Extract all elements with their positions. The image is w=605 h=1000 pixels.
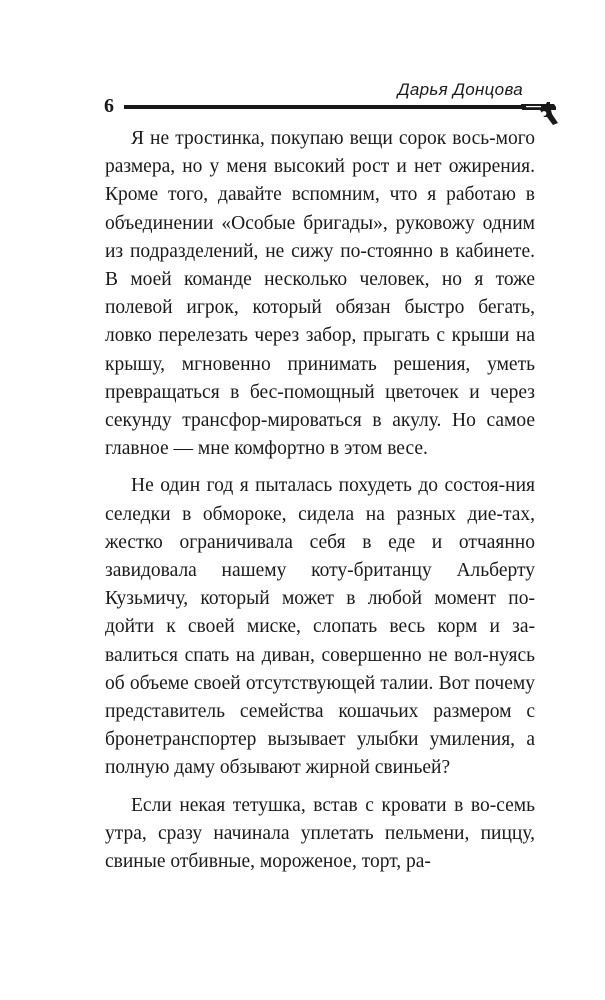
paragraph-2: Не один год я пыталась похудеть до состоя-ния селедки в обмороке, сидела на разных дие-тах, жестко ограничивала себя в еде и отчаянно завидовала нашему коту-британцу Альберту Кузьмичу, который может в любой момент по-дойти к своей миске, слопать весь корм и за-валиться спать на диван, совершенно не вол-нуясь об объеме своей отсутствующей талии. Вот почему представитель семейства кошачьих размером с бронетранспортер вызывает улыбки умиления, а полную даму обзывают жирной свиньей?: [105, 475, 535, 779]
page-header: [0, 0, 605, 130]
page-number: 6: [104, 95, 114, 117]
revolver-icon: [520, 98, 562, 126]
header-rule: [124, 105, 524, 109]
paragraph-1: Я не тростинка, покупаю вещи сорок вось-мого размера, но у меня высокий рост и нет ожирения. Кроме того, давайте вспомним, что я работаю в объединении «Особые бригады», руковожу одним из подразделений, не сижу по-стоянно в кабинете. В моей команде несколько человек, но я тоже полевой игрок, который обязан быстро бегать, ловко перелезать через забор, прыгать с крыши на крышу, мгновенно принимать решения, уметь превращаться в бес-помощный цветочек и через секунду трансфор-мироваться в акулу. Но самое главное — мне комфортно в этом весе.: [105, 128, 535, 460]
running-head-author: Дарья Донцова: [397, 80, 523, 99]
page-body: [105, 125, 535, 876]
paragraph-3: Если некая тетушка, встав с кровати в во-семь утра, сразу начинала уплетать пельмени, пиццу, свиные отбивные, мороженое, торт, ра-: [105, 794, 535, 873]
